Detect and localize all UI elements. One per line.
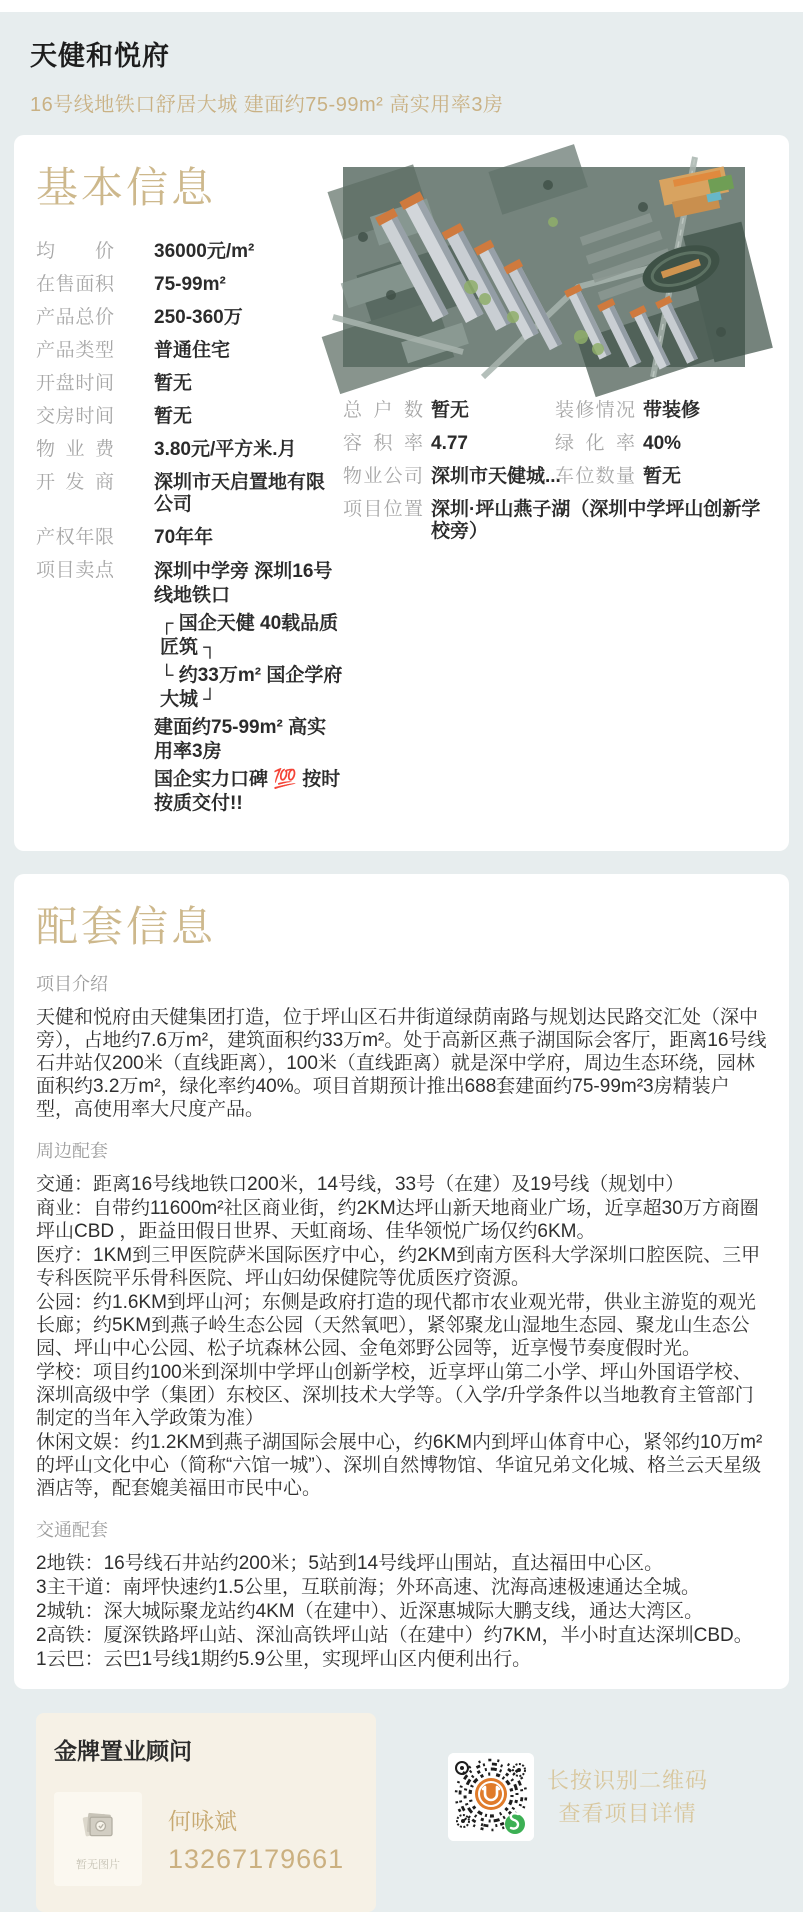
qr-tip-text [547,1764,708,1830]
kv-label: 开发商 [36,472,114,493]
kv-row-tenure [36,527,343,549]
consultant-name: 何咏斌 [168,1808,237,1834]
info-row [343,433,767,455]
kv-value: 深圳市天启置地有限公司 [154,472,326,515]
kv-row-opening-time [36,373,343,395]
kv-label: 产品类型 [36,340,114,361]
kv-row-selling-points [36,560,343,820]
section-label-traffic: 交通配套 [36,1520,108,1540]
surround-line-parks: 公园：约1.6KM到坪山河；东侧是政府打造的现代都市农业观光带，供业主游览的观光长廊；约5KM到燕子岭生态公园（天然氧吧），紧邻聚龙山湿地生态园、聚龙山生态公园、坪山中心公园、松子坑森林公园、金龟郊野公园等，近享慢节奏度假时光。 [36,1292,756,1359]
kv-label: 总户数 [343,400,423,421]
kv-label: 物业公司 [343,466,423,487]
kv-row-property-fee [36,439,343,461]
qr-code[interactable] [448,1753,534,1841]
page-subtitle: 16号线地铁口舒居大城 建面约75-99m² 高实用率3房 [30,94,504,116]
traffic-line-highspeed: 2高铁：厦深铁路坪山站、深汕高铁坪山站（在建中）约7KM，半小时直达深圳CBD。 [36,1625,753,1646]
kv-row-delivery-time [36,406,343,428]
basic-info-right-grid [343,400,767,543]
top-strip [0,0,803,12]
kv-label: 产品总价 [36,307,114,328]
basic-info-left-column [36,155,343,831]
qr-tip-line1: 长按识别二维码 [547,1768,709,1793]
consultant-photo-placeholder [54,1792,142,1886]
kv-row-product-type [36,340,343,362]
kv-value: 70年年 [154,527,214,548]
kv-pair-location [343,499,767,543]
surround-line-leisure: 休闲文娱：约1.2KM到燕子湖国际会展中心，约6KM内到坪山体育中心，紧邻约10万m²的坪山文化中心（简称“六馆一城”）、深圳自然博物馆、华谊兄弟文化城、格兰云天星级酒店等，配套媲美福田市民中心。 [36,1432,763,1499]
kv-pair-decoration [555,400,700,422]
kv-pair-greening-rate [555,433,681,455]
amenities-card [14,874,789,1689]
project-intro-text: 天健和悦府由天健集团打造，位于坪山区石井街道绿荫南路与规划达民路交汇处（深中旁），占地约7.6万m²，建筑面积约33万m²。处于高新区燕子湖国际会客厅，距离16号线石井站仅200米（直线距离），100米（直线距离）就是深中学府，周边生态环绕，园林面积约3.2万m²，绿化率约40%。项目首期预计推出688套建面约75-99m²3房精装户型，高使用率大尺度产品。 [36,1007,767,1120]
page-title: 天健和悦府 [30,41,170,71]
kv-label: 物业费 [36,439,114,460]
photo-stack-icon [77,1806,119,1851]
kv-pair-plot-ratio [343,433,555,455]
kv-label: 在售面积 [36,274,114,295]
kv-pair-parking [555,466,681,488]
kv-row-developer [36,472,343,516]
kv-value: 普通住宅 [154,340,231,361]
kv-label: 产权年限 [36,527,114,548]
info-row [343,400,767,422]
consultant-heading: 金牌置业顾问 [54,1738,192,1764]
page-header [0,12,803,135]
selling-line: 建面约75-99m² 高实用率3房 [154,717,327,762]
basic-info-right-column [343,155,767,831]
traffic-line-skyshuttle: 1云巴：云巴1号线1期约5.9公里，实现坪山区内便利出行。 [36,1649,532,1670]
kv-value: 75-99m² [154,274,226,295]
kv-pair-total-units [343,400,555,422]
kv-value: 36000元/m² [154,241,255,262]
section-label-intro: 项目介绍 [36,974,108,994]
kv-value: 暂无 [154,373,193,394]
kv-label: 容积率 [343,433,423,454]
kv-value: 40% [643,433,682,454]
basic-info-heading: 基本信息 [36,164,217,211]
kv-label: 绿化率 [555,433,635,454]
kv-value: 4.77 [431,433,468,454]
section-label-surroundings: 周边配套 [36,1141,108,1161]
kv-row-total-price [36,307,343,329]
selling-line: └ 约33万m² 国企学府大城 ┘ [160,665,343,710]
kv-value: 暂无 [643,466,682,487]
kv-label: 车位数量 [555,466,635,487]
kv-value: 3.80元/平方米.月 [154,439,297,460]
surround-line-medical: 医疗：1KM到三甲医院萨米国际医疗中心，约2KM到南方医科大学深圳口腔医院、三甲专科医院平乐骨科医院、坪山妇幼保健院等优质医疗资源。 [36,1245,761,1289]
kv-value: 250-360万 [154,307,243,328]
amenities-heading: 配套信息 [36,903,217,950]
kv-label: 装修情况 [555,400,635,421]
kv-value: 深圳·坪山燕子湖（深圳中学坪山创新学校旁） [431,499,761,542]
footer [14,1713,789,1912]
no-image-label: 暂无图片 [76,1859,120,1871]
aerial-render-image[interactable] [343,167,745,367]
kv-value: 深圳市天健城... [431,466,561,487]
kv-row-area-on-sale [36,274,343,296]
kv-value: 暂无 [154,406,193,427]
consultant-card [36,1713,376,1912]
kv-label: 交房时间 [36,406,114,427]
kv-label: 项目位置 [343,499,423,520]
selling-line: 深圳中学旁 深圳16号线地铁口 [154,561,333,606]
kv-label: 项目卖点 [36,560,114,581]
surround-line-business: 商业：自带约11600m²社区商业街，约2KM达坪山新天地商业广场，近享超30万方商圈坪山CBD ，距益田假日世界、天虹商场、佳华领悦广场仅约6KM。 [36,1198,759,1242]
traffic-line-intercity: 2城轨：深大城际聚龙站约4KM（在建中）、近深惠城际大鹏支线，通达大湾区。 [36,1601,704,1622]
consultant-phone[interactable]: 13267179661 [168,1844,345,1874]
traffic-line-roads: 3主干道：南坪快速约1.5公里，互联前海；外环高速、沈海高速极速通达全城。 [36,1577,700,1598]
traffic-line-metro: 2地铁：16号线石井站约200米；5站到14号线坪山围站，直达福田中心区。 [36,1553,664,1574]
basic-info-card [14,135,789,851]
selling-line: ┌ 国企天健 40载品质匠筑 ┐ [160,613,339,658]
kv-pair-property-company [343,466,561,488]
kv-label: 均价 [36,241,114,262]
selling-points-text [154,560,343,820]
kv-value: 暂无 [431,400,470,421]
kv-value: 带装修 [643,400,701,421]
qr-group [448,1753,708,1841]
qr-tip-line2: 查看项目详情 [558,1801,697,1826]
surround-line-transport: 交通：距离16号线地铁口200米，14号线，33号（在建）及19号线（规划中） [36,1174,685,1195]
surround-line-schools: 学校：项目约100米到深圳中学坪山创新学校，近享坪山第二小学、坪山外国语学校、深圳高级中学（集团）东校区、深圳技术大学等。（入学/升学条件以当地教育主管部门制定的当年入学政策为准） [36,1362,754,1429]
info-row [343,466,767,488]
kv-label: 开盘时间 [36,373,114,394]
selling-line: 国企实力口碑 💯 按时按质交付!! [154,769,341,814]
kv-row-avg-price [36,241,343,263]
info-row-location [343,499,767,543]
